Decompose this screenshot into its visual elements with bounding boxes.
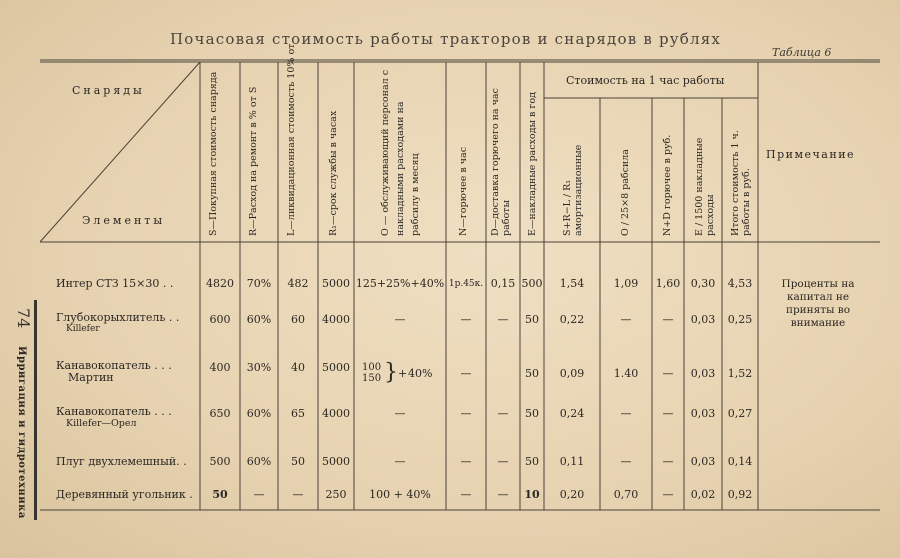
- cell-total: 0,25: [727, 313, 753, 326]
- cell-labor: —: [620, 313, 632, 326]
- cell-staff-part-b: 150: [362, 373, 382, 384]
- cell-purchase-cost: 4820: [206, 277, 234, 290]
- cell-overhead: 50: [525, 455, 539, 468]
- col-header-service-life: R₁—срок службы в часах: [328, 110, 339, 236]
- row-name-sub: Мартин: [68, 371, 114, 384]
- row-name: Деревянный угольник .: [56, 488, 193, 501]
- cell-liquidation: 482: [287, 277, 309, 290]
- col-header-amortization: S+R−L / R₁ амортизационные: [562, 144, 584, 236]
- col-header-fuel-rub: N+D горючее в руб.: [662, 134, 673, 236]
- cell-overhead-rub: 0,30: [690, 277, 716, 290]
- cell-labor: 0,70: [613, 488, 639, 501]
- brace-glyph: }: [384, 360, 398, 385]
- corner-label-shells: Снаряды: [72, 84, 145, 97]
- cell-fuel-delivery: —: [497, 488, 509, 501]
- cell-amortization: 0,11: [559, 455, 585, 468]
- cell-staff: —: [394, 455, 406, 468]
- cell-fuel-rub: —: [662, 313, 674, 326]
- cell-fuel-delivery: —: [497, 455, 509, 468]
- cell-overhead-rub: 0,03: [690, 455, 716, 468]
- cell-fuel-delivery: —: [497, 407, 509, 420]
- cell-overhead: 50: [525, 367, 539, 380]
- col-header-repair: R—Расход на ремонт в % от S: [248, 86, 259, 236]
- cell-staff: 125+25%+40%: [355, 277, 445, 290]
- cell-overhead: 500: [521, 277, 543, 290]
- cell-fuel: —: [460, 407, 472, 420]
- cell-overhead: 50: [525, 313, 539, 326]
- cell-purchase-cost: 650: [209, 407, 231, 420]
- cell-staff: 100 + 40%: [369, 488, 431, 501]
- group-header-hourly-cost: Стоимость на 1 час работы: [566, 74, 725, 87]
- cell-fuel-rub: —: [662, 407, 674, 420]
- cell-labor: 1,09: [613, 277, 639, 290]
- cell-overhead: 50: [525, 407, 539, 420]
- cell-overhead-rub: 0,03: [690, 313, 716, 326]
- cell-amortization: 0,22: [559, 313, 585, 326]
- cell-purchase-cost: 600: [209, 313, 231, 326]
- cell-total: 1,52: [727, 367, 753, 380]
- cell-liquidation: 65: [291, 407, 305, 420]
- cell-service-life: 4000: [322, 313, 350, 326]
- cell-repair: 70%: [246, 277, 272, 290]
- cell-fuel: —: [460, 313, 472, 326]
- cell-fuel-rub: —: [662, 455, 674, 468]
- col-header-purchase-cost: S—Покупная стоимость снаряда: [208, 71, 219, 236]
- cell-amortization: 0,20: [559, 488, 585, 501]
- cell-repair: 30%: [246, 361, 272, 374]
- cell-purchase-cost: 500: [209, 455, 231, 468]
- cell-labor: —: [620, 455, 632, 468]
- cell-staff: —: [394, 407, 406, 420]
- col-header-total: Итого стоимость 1 ч. работы в руб.: [730, 130, 752, 236]
- row-name-sub: Killefer—Орел: [66, 418, 137, 429]
- col-header-note: Примечание: [766, 148, 856, 161]
- cell-fuel: —: [460, 367, 472, 380]
- note-text: Проценты на капитал не приняты во внимание: [781, 278, 855, 329]
- cell-staff-part-a: 100: [362, 362, 382, 373]
- cell-service-life: 5000: [322, 277, 350, 290]
- cell-fuel-rub: 1,60: [655, 277, 681, 290]
- cell-repair: 60%: [246, 455, 272, 468]
- cell-fuel-delivery: 0,15: [490, 277, 516, 290]
- row-name: Канавокопатель . . .: [56, 405, 172, 418]
- cell-amortization: 1,54: [559, 277, 585, 290]
- cell-service-life: 5000: [322, 455, 350, 468]
- cell-overhead-rub: 0,03: [690, 367, 716, 380]
- cell-fuel-rub: —: [662, 488, 674, 501]
- side-running-title: Ирригация и гидротехника: [16, 346, 27, 519]
- cell-liquidation: —: [292, 488, 304, 501]
- cell-liquidation: 60: [291, 313, 305, 326]
- cell-labor: —: [620, 407, 632, 420]
- col-header-staff: O — обслуживающий персонал с накладными расходами на рабсилу в месяц: [380, 69, 421, 236]
- row-name: Канавокопатель . . .: [56, 359, 172, 372]
- row-name: Интер СТЗ 15×30 . .: [56, 277, 174, 290]
- cell-repair: 60%: [246, 407, 272, 420]
- side-page-number: 74: [14, 308, 33, 329]
- cell-purchase-cost: 50: [212, 488, 228, 501]
- cell-total: 0,14: [727, 455, 753, 468]
- cell-service-life: 250: [325, 488, 347, 501]
- cell-staff: —: [394, 313, 406, 326]
- cell-overhead-rub: 0,03: [690, 407, 716, 420]
- cell-liquidation: 40: [291, 361, 305, 374]
- row-name: Плуг двухлемешный. .: [56, 455, 187, 468]
- table-title: Почасовая стоимость работы тракторов и снарядов в рублях: [170, 30, 722, 48]
- cell-repair: —: [253, 488, 265, 501]
- row-name-sub: Killefer: [66, 324, 100, 334]
- row-name: Глубокорыхлитель . .: [56, 311, 180, 324]
- col-header-fuel-delivery: D—доставка горючего на час работы: [490, 88, 512, 236]
- cell-service-life: 4000: [322, 407, 350, 420]
- cell-staff-part-c: 40%: [408, 367, 433, 380]
- cell-overhead: 10: [524, 488, 540, 501]
- cell-fuel-delivery: —: [497, 313, 509, 326]
- cell-fuel: —: [460, 488, 472, 501]
- col-header-labor: O / 25×8 рабсила: [620, 149, 631, 236]
- col-header-overhead: E—накладные расходы в год: [527, 92, 538, 236]
- cell-repair: 60%: [246, 313, 272, 326]
- cell-overhead-rub: 0,02: [690, 488, 716, 501]
- col-header-overhead-rub: E / 1500 накладные расходы: [694, 137, 716, 236]
- cell-fuel: —: [460, 455, 472, 468]
- cell-amortization: 0,09: [559, 367, 585, 380]
- cell-total: 4,53: [727, 277, 753, 290]
- cell-total: 0,92: [727, 488, 753, 501]
- cell-fuel-rub: —: [662, 367, 674, 380]
- cell-purchase-cost: 400: [209, 361, 231, 374]
- cell-fuel: 1р.45к.: [448, 279, 484, 289]
- cell-staff-part-c-prefix: +: [398, 367, 408, 380]
- cell-total: 0,27: [727, 407, 753, 420]
- corner-label-elements: Элементы: [82, 214, 166, 227]
- col-header-liquidation: L—ликвидационная стоимость 10% от: [286, 43, 297, 236]
- col-header-fuel: N—горючее в час: [458, 146, 469, 236]
- cell-service-life: 5000: [322, 361, 350, 374]
- table-number: Таблица 6: [772, 46, 832, 59]
- cell-labor: 1.40: [613, 367, 639, 380]
- cell-amortization: 0,24: [559, 407, 585, 420]
- cell-liquidation: 50: [291, 455, 305, 468]
